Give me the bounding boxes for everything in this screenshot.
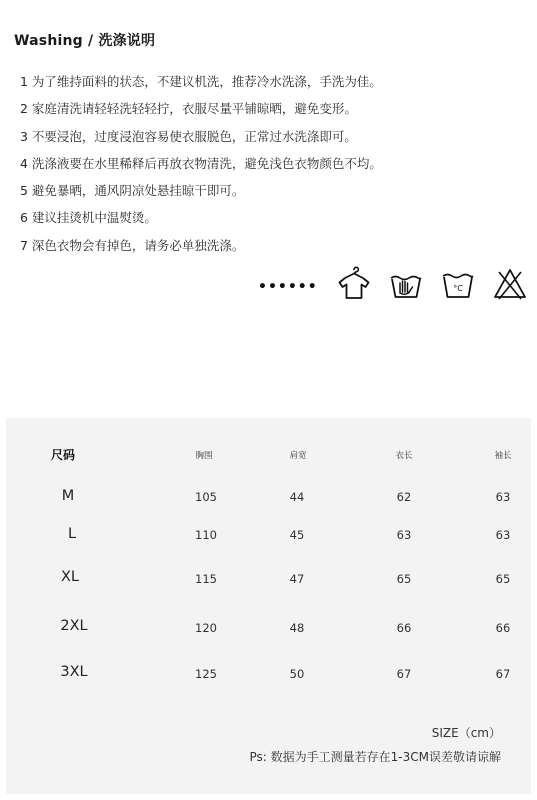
size-cell: L bbox=[67, 526, 77, 542]
sleeve-cell: 65 bbox=[495, 572, 511, 586]
instruction-item: 7 深色衣物会有掉色，请务必单独洗涤。 bbox=[20, 237, 245, 253]
length-cell: 63 bbox=[396, 528, 412, 542]
size-cell: M bbox=[61, 488, 75, 504]
shoulder-cell: 45 bbox=[289, 528, 305, 542]
shoulder-header: 肩宽 bbox=[289, 451, 307, 461]
size-cell: 3XL bbox=[60, 664, 88, 680]
sleeve-cell: 63 bbox=[495, 528, 511, 542]
length-cell: 66 bbox=[396, 621, 412, 635]
chest-header: 胸围 bbox=[195, 451, 213, 461]
dots-separator: •••••• bbox=[258, 279, 318, 295]
length-header: 衣长 bbox=[395, 451, 413, 461]
do-not-bleach-icon bbox=[492, 266, 528, 302]
chest-cell: 110 bbox=[195, 528, 217, 542]
instruction-item: 2 家庭清洗请轻轻洗轻轻拧，衣服尽量平铺晾晒，避免变形。 bbox=[20, 101, 357, 117]
wash-temperature-icon bbox=[440, 266, 476, 302]
size-cell: XL bbox=[60, 569, 80, 585]
instruction-item: 4 洗涤液要在水里稀释后再放衣物清洗，避免浅色衣物颜色不均。 bbox=[20, 155, 382, 171]
length-cell: 62 bbox=[396, 490, 412, 504]
instruction-item: 1 为了维持面料的状态，不建议机洗，推荐冷水洗涤，手洗为佳。 bbox=[20, 74, 382, 89]
shoulder-cell: 47 bbox=[289, 572, 305, 586]
chest-cell: 125 bbox=[195, 667, 217, 681]
size-chart-panel bbox=[6, 418, 531, 794]
length-cell: 65 bbox=[396, 572, 412, 586]
instruction-item: 3 不要浸泡，过度浸泡容易使衣服脱色，正常过水洗涤即可。 bbox=[20, 128, 357, 144]
washing-instructions bbox=[20, 72, 382, 263]
sleeve-cell: 66 bbox=[495, 621, 511, 635]
chest-cell: 105 bbox=[195, 490, 217, 504]
measurement-footnote: Ps: 数据为手工测量若存在1-3CM误差敬请谅解 bbox=[249, 750, 501, 764]
chest-cell: 115 bbox=[195, 572, 217, 586]
length-cell: 67 bbox=[396, 667, 412, 681]
temperature-label: °C bbox=[453, 284, 463, 293]
washing-title: Washing / 洗涤说明 bbox=[14, 33, 156, 49]
sleeve-cell: 67 bbox=[495, 667, 511, 681]
shoulder-cell: 50 bbox=[289, 667, 305, 681]
instruction-item: 6 建议挂烫机中温熨烫。 bbox=[20, 210, 157, 226]
sleeve-header: 袖长 bbox=[494, 451, 512, 461]
shoulder-cell: 48 bbox=[289, 621, 305, 635]
shoulder-cell: 44 bbox=[289, 490, 305, 504]
hang-dry-icon bbox=[336, 266, 372, 302]
size-cell: 2XL bbox=[60, 618, 88, 634]
hand-wash-icon bbox=[388, 266, 424, 302]
unit-note: SIZE（cm） bbox=[431, 726, 501, 740]
sleeve-cell: 63 bbox=[495, 490, 511, 504]
instruction-item: 5 避免暴晒，通风阴凉处悬挂晾干即可。 bbox=[20, 183, 245, 199]
size-header: 尺码 bbox=[50, 448, 76, 462]
chest-cell: 120 bbox=[195, 621, 217, 635]
